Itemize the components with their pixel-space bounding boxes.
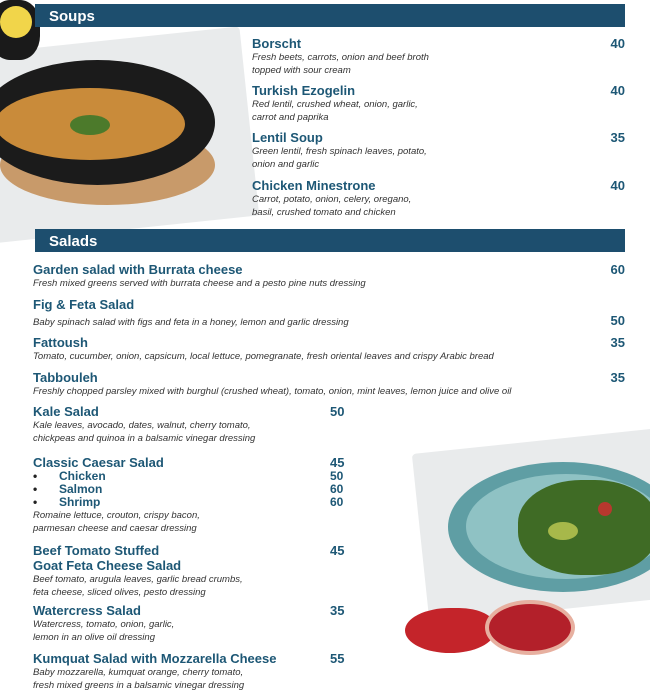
item-description: fresh mixed greens in a balsamic vinegar dressing (33, 680, 245, 691)
menu-item (33, 603, 348, 644)
option-name: Chicken (59, 469, 106, 483)
item-description: Fresh mixed greens served with burrata cheese and a pesto pine nuts dressing (33, 278, 366, 289)
menu-item (33, 543, 348, 599)
item-description: Baby spinach salad with figs and feta in a honey, lemon and garlic dressing (33, 317, 349, 328)
menu-item (33, 335, 625, 363)
option-price: 50 (330, 469, 344, 483)
item-name: Beef Tomato Stuffed (33, 543, 160, 558)
menu-item (33, 370, 625, 398)
item-name: Goat Feta Cheese Salad (33, 558, 182, 573)
item-description: Romaine lettuce, crouton, crispy bacon, (33, 510, 200, 521)
item-price: 50 (610, 313, 625, 328)
item-description: Red lentil, crushed wheat, onion, garlic, (252, 99, 418, 110)
item-description: parmesan cheese and caesar dressing (33, 523, 197, 534)
item-name: Kumquat Salad with Mozzarella Cheese (33, 651, 277, 666)
item-name: Chicken Minestrone (252, 178, 376, 193)
menu-item (33, 404, 348, 445)
item-name: Kale Salad (33, 404, 99, 419)
menu-item (33, 262, 625, 290)
option-price: 60 (330, 495, 344, 509)
item-description: Beef tomato, arugula leaves, garlic bread crumbs, (33, 574, 243, 585)
option-name: Salmon (59, 482, 103, 496)
item-price: 35 (330, 603, 345, 618)
section-header-salads: Salads (35, 229, 625, 252)
item-description: Kale leaves, avocado, dates, walnut, cherry tomato, (33, 420, 251, 431)
lemon-image (0, 0, 40, 60)
item-description: Freshly chopped parsley mixed with burghul (crushed wheat), tomato, onion, mint leaves, lemon juice and olive oil (33, 386, 512, 397)
menu-item (252, 83, 625, 124)
menu-item (252, 130, 625, 171)
item-description: Tomato, cucumber, onion, capsicum, local lettuce, pomegranate, fresh oriental leaves and crispy Arabic bread (33, 351, 494, 362)
item-price: 55 (330, 651, 345, 666)
item-price: 40 (610, 36, 625, 51)
item-description: basil, crushed tomato and chicken (252, 207, 396, 218)
item-description: Fresh beets, carrots, onion and beef broth (252, 52, 429, 63)
item-name: Classic Caesar Salad (33, 455, 164, 470)
section-header-soups: Soups (35, 4, 625, 27)
item-price: 40 (610, 83, 625, 98)
menu-item (33, 651, 348, 692)
item-name: Fattoush (33, 335, 88, 350)
item-price: 45 (330, 543, 345, 558)
pomegranate-half-image (485, 600, 575, 655)
item-name: Garden salad with Burrata cheese (33, 262, 243, 277)
item-description: carrot and paprika (252, 112, 329, 123)
soup-bowl-image (0, 60, 215, 230)
item-description: onion and garlic (252, 159, 320, 170)
item-price: 40 (610, 178, 625, 193)
option-price: 60 (330, 482, 344, 496)
item-name: Lentil Soup (252, 130, 323, 145)
menu-item (252, 178, 625, 219)
item-price: 35 (610, 130, 625, 145)
menu-item (252, 36, 625, 77)
item-name: Watercress Salad (33, 603, 141, 618)
item-description: chickpeas and quinoa in a balsamic vinegar dressing (33, 433, 256, 444)
bullet-icon: • (33, 482, 38, 496)
item-price: 35 (610, 370, 625, 385)
item-name: Borscht (252, 36, 302, 51)
item-description: lemon in an olive oil dressing (33, 632, 155, 643)
item-description: Baby mozzarella, kumquat orange, cherry tomato, (33, 667, 244, 678)
item-description: Green lentil, fresh spinach leaves, potato, (252, 146, 427, 157)
pomegranate-image (405, 608, 495, 653)
item-description: topped with sour cream (252, 65, 351, 76)
item-option (33, 496, 348, 509)
item-price: 50 (330, 404, 345, 419)
item-price: 60 (610, 262, 625, 277)
item-description: feta cheese, sliced olives, pesto dressing (33, 587, 206, 598)
bullet-icon: • (33, 495, 38, 509)
menu-item (33, 455, 348, 535)
item-description: Watercress, tomato, onion, garlic, (33, 619, 175, 630)
option-name: Shrimp (59, 495, 101, 509)
item-name: Fig & Feta Salad (33, 297, 135, 312)
menu-item (33, 297, 625, 329)
item-name: Tabbouleh (33, 370, 98, 385)
item-price: 35 (610, 335, 625, 350)
item-name: Turkish Ezogelin (252, 83, 356, 98)
bullet-icon: • (33, 469, 38, 483)
item-price: 45 (330, 455, 345, 470)
item-description: Carrot, potato, onion, celery, oregano, (252, 194, 412, 205)
